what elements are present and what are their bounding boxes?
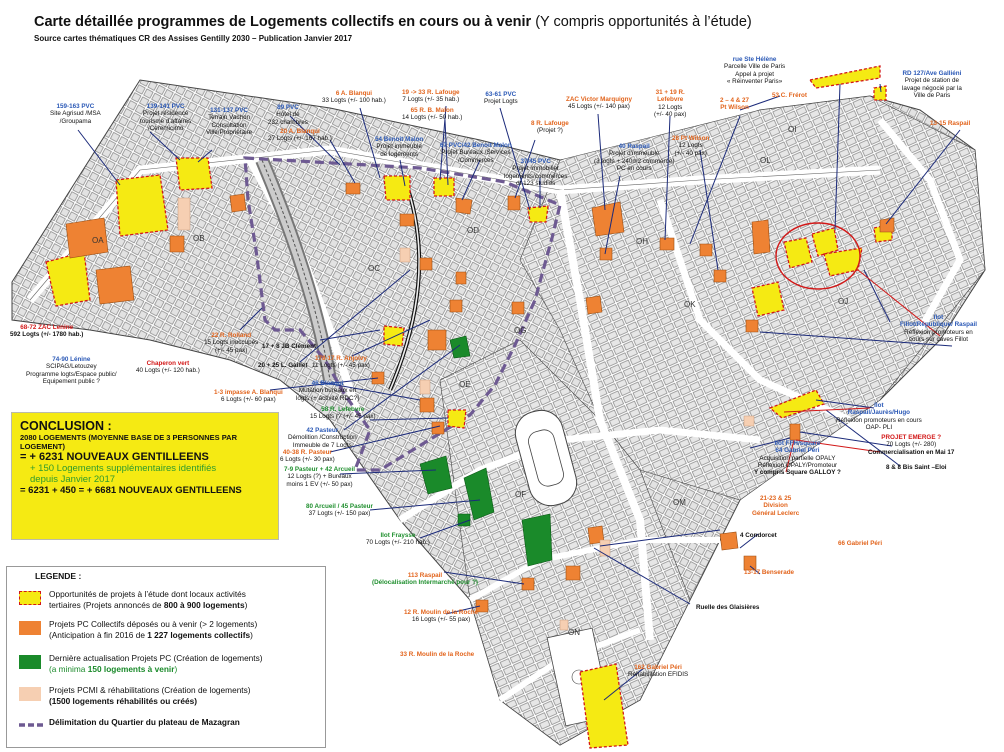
zone-oh: OH	[636, 237, 648, 246]
label-113-raspail: 113 Raspail (Délocalisation Intermarché pour ?)	[372, 572, 479, 587]
label-65-b-malon: 65 R. B. Malon 14 Logts (+/- 50 hab.)	[402, 107, 463, 122]
zone-on: ON	[568, 628, 580, 637]
label-28-pt-wilson: 28 Pt Wilson 12 Logts (+/- 40 pax)	[672, 135, 710, 157]
label-42-pasteur: 42 Pasteur Démolition /Construction Immeuble de 7 Logts	[288, 427, 357, 449]
label-131-137-pvc: 131-137 PVC Terrain Vachon Consultation Ville/Propriétaire	[206, 107, 253, 136]
label-54-benoit-malon: 54 Benoît Malon Projet immeuble de logements	[375, 136, 424, 158]
legend-swatch-orange	[19, 621, 41, 635]
label-33-moulin-de-la-roche: 33 R. Moulin de la Roche	[400, 651, 475, 658]
zone-ob: OB	[193, 234, 205, 243]
conclusion-line3: = + 6231 NOUVEAUX GENTILLEENS	[20, 451, 209, 463]
legend-swatch-green	[19, 655, 41, 669]
conclusion-line2: LOGEMENT)	[20, 442, 65, 451]
label-8-8bis-saint-eloi: 8 & 8 Bis Saint –Eloi	[886, 464, 947, 471]
legend-title: LEGENDE :	[35, 571, 82, 581]
label-ruelle-des-glaisieres: Ruelle des Glaisières	[696, 604, 760, 611]
label-159-163-pvc: 159-163 PVC Site Agrisud /MSA /Groupama	[50, 103, 101, 125]
label-rd127-gallieni: RD 127/Ave Galliéni Projet de station de lavage négocié par la Ville de Paris	[902, 70, 962, 99]
legend-swatch-dashed-line	[19, 721, 43, 729]
zone-og: OG	[514, 326, 527, 335]
label-40-raspail: 40 Raspail Projet d’immeuble (3 logts + 240m2 commerce) PC en cours	[594, 143, 675, 172]
label-projet-emerge: PROJET EMERGE ? 70 Logts (+/- 280) Commercialisation en Mai 17	[868, 434, 955, 456]
zone-ok: OK	[684, 300, 696, 309]
label-rue-ste-helene: rue Ste Hélène Parcelle Ville de Paris Appel à projet « Réinventer Paris»	[724, 56, 786, 85]
label-12-moulin-de-la-roche: 12 R. Moulin de la Roche 16 Logts (+/- 55 pax)	[404, 609, 479, 624]
zone-oj: OJ	[838, 297, 849, 306]
label-8-r-lafouge: 8 R. Lafouge (Projet ?)	[531, 120, 569, 135]
zone-oc: OC	[368, 264, 380, 273]
label-53-c-frerot: 53 C. Frérot	[772, 92, 807, 99]
title-sub: (Y compris opportunités à l’étude)	[535, 14, 752, 30]
label-ilot-fraysse: Ilot Fraysse 70 Logts (+/- 210 hab.)	[366, 532, 430, 547]
label-20-25-l-gaillet: 20 + 25 L. Gaillet	[258, 362, 308, 369]
label-chaperon-vert: Chaperon vert 40 Logts (+/- 120 hab.)	[136, 360, 200, 375]
label-22-r-rolland: 22 R. Rolland 15 Logts inoccupés (+/- 45 pax)	[204, 332, 259, 354]
label-13-17-benserade: 13-17 Benserade	[744, 569, 795, 576]
label-21-23-25-leclerc: 21-23 & 25 Division Général Leclerc	[752, 495, 800, 517]
label-89-pvc: 89 PVC Hôtel de 232 chambres	[268, 104, 308, 126]
zone-oe: OE	[459, 380, 471, 389]
label-46-blanqui: 46 Blanqui Mutation bureaux en logts (+ activité RDC?)	[296, 380, 360, 402]
label-63-61-pvc: 63-61 PVC Projet Logts	[484, 91, 518, 106]
conclusion-line5: depuis Janvier 2017	[30, 474, 116, 485]
label-66-gabriel-peri: 66 Gabriel Péri	[838, 540, 883, 547]
zone-oi: OI	[788, 125, 797, 134]
label-139-141-pvc: 139-141 PVC Projet résidence tourisme d’affaires /Ceremicimo	[140, 103, 192, 132]
label-19-33-lafouge: 19 -> 33 R. Lafouge 7 Logts (+/- 35 hab.)	[402, 89, 460, 104]
label-ilot-fillot: Ilot Fillot/République/ Raspail Réflexion promoteurs en cours sur caves Fillot	[900, 314, 977, 343]
label-20-a-blanqui: 20 A. Blanqui 27 Logts (+/- 167 hab.)	[268, 128, 332, 143]
label-58-r-lefebvre: 58 R. Lefebvre 15 Logts (? (+/- 45 pax)	[310, 406, 376, 421]
zone-ol: OL	[760, 156, 771, 165]
label-31-19-lefebvre: 31 + 19 R. Lefebvre 12 Logts (+/- 40 pax)	[654, 89, 687, 118]
label-68-72-zac-lenine: 68-72 ZAC Lenine 592 Logts (+/- 1780 hab.)	[10, 324, 84, 339]
legend-swatch-pink	[19, 687, 41, 701]
legend-box: LEGENDE : Opportunités de projets à l’étude dont locaux activités tertiaires (Projets annoncés de 800 à 900 logements) Projets PC Collectifs déposés ou à venir (> 2 logements) (Anticipation à fin 2016 de 1 227 logements collectifs) Dernière actualisation Projets PC (Création de logements) (a minima 150 logements à venir) Projets PCMI & réhabilitations (Création de logements) (1500 logements réhabilités ou créés) Délimitation du Quartier du plateau de Mazagran	[6, 566, 326, 748]
label-178-17-anjolvy: 178-17 R. Anjolvy 11 Logts (+/- 45 pax)	[312, 355, 370, 370]
zone-of: OF	[515, 490, 527, 499]
label-74-90-lenine: 74-90 Lénine SCIPAG/Letouzey Programme logts/Espace public/ Equipement public ?	[26, 356, 117, 385]
zone-oa: OA	[92, 236, 104, 245]
label-37-45-pvc: 37/45 PVC Projet immobilier logements/commerces dt 123 studios	[504, 158, 568, 187]
label-2-4-27-pt-wilson: 2 – 4 & 27 Pt Wilson	[720, 97, 750, 112]
label-80-arcueil: 80 Arcueil / 45 Pasteur 37 Logts (+/- 150 pax)	[306, 503, 373, 518]
label-4-condorcet: 4 Condorcet	[740, 532, 777, 539]
page-title: Carte détaillée programmes de Logements collectifs en cours ou à venir (Y compris opportunités à l’étude)	[34, 14, 752, 30]
label-67-pvc-42-benoit-malon: 67 PVC/42 Benoit Malon Projet Bureaux /Services /Commerces	[440, 142, 512, 164]
zone-om: OM	[673, 498, 686, 507]
conclusion-box	[11, 412, 279, 540]
zone-od: OD	[467, 226, 479, 235]
label-ilot-ffh-square: Ilot FFH/square 64 Gabriel Péri Acquisition partielle OPALY Réflexion OPALY/Promoteur Y compris Square GALLOY ?	[754, 440, 841, 477]
label-ilot-raspail-jaures-hugo: Ilot Raspail/Jaurès/Hugo Réflexion promoteurs en cours OAP- PLI	[836, 402, 922, 431]
label-13-15-raspail: 13-15 Raspail	[930, 120, 971, 127]
conclusion-line6: = 6231 + 450 = + 6681 NOUVEAUX GENTILLEENS	[20, 485, 242, 496]
conclusion-line4: + 150 Logements supplémentaires identifiés	[30, 463, 217, 474]
page-subtitle: Source cartes thématiques CR des Assises Gentilly 2030 – Publication Janvier 2017	[34, 34, 353, 43]
label-162-gabriel-peri: 162 Gabriel Péri Réhabilitation EFIDIS	[628, 664, 689, 679]
conclusion-line1: 2080 LOGEMENTS (MOYENNE BASE DE 3 PERSONNES PAR	[20, 433, 237, 442]
legend-swatch-yellow	[19, 591, 41, 605]
label-7-9-pasteur: 7-9 Pasteur + 42 Arcueil 12 Logts (?) + Bureaux moins 1 EV (+/- 50 pax)	[284, 466, 355, 488]
label-17-8-jb-clement: 17 + 8 JB Clément	[262, 343, 317, 350]
label-6-a-blanqui: 6 A. Blanqui 33 Logts (+/- 100 hab.)	[322, 90, 386, 105]
conclusion-title: CONCLUSION :	[20, 419, 112, 433]
label-40-38-pasteur: 40-38 R. Pasteur 6 Logts (+/- 30 pax)	[280, 449, 335, 464]
label-1-3-impasse-blanqui: 1-3 impasse A. Blanqui 6 Logts (+/- 60 pax)	[214, 389, 283, 404]
label-zac-victor-marquigny: ZAC Victor Marquigny 45 Logts (+/- 140 pax)	[566, 96, 633, 111]
